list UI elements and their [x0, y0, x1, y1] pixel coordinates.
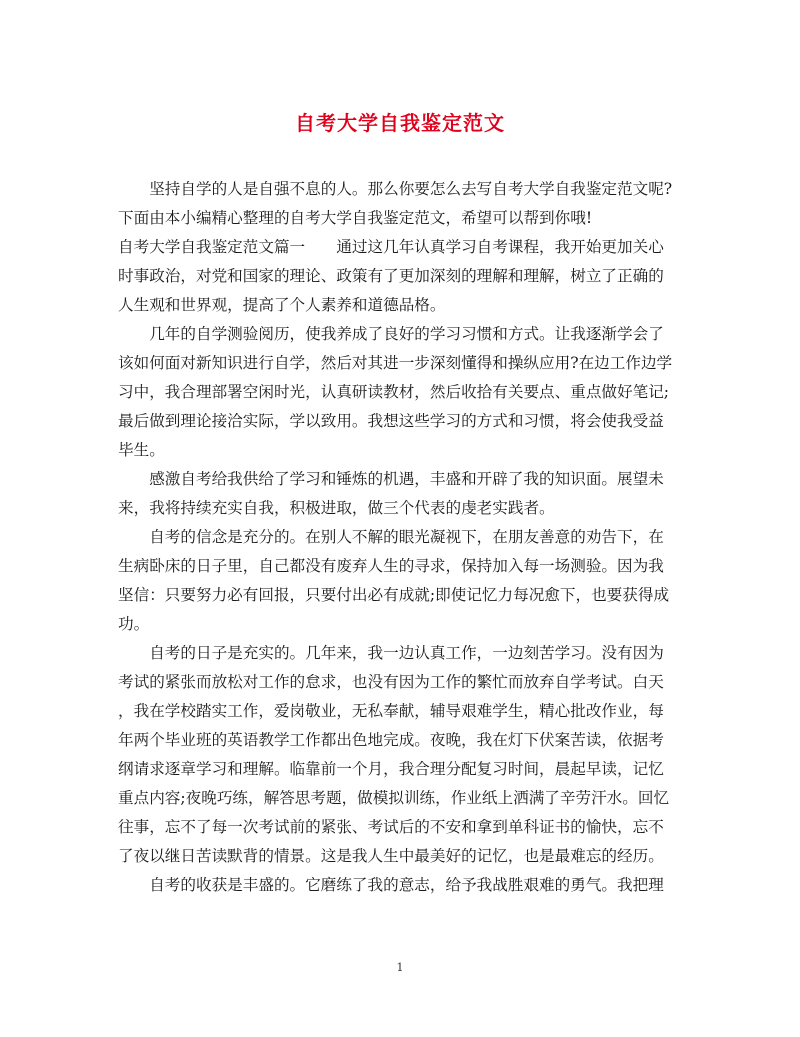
body-line: 自考的收获是丰盛的。它磨练了我的意志，给予我战胜艰难的勇气。我把理 — [118, 876, 664, 894]
body-line: 自考大学自我鉴定范文篇一 通过这几年认真学习自考课程，我开始更加关心 — [118, 238, 664, 256]
body-line: 感激自考给我供给了学习和锤炼的机遇，丰盛和开辟了我的知识面。展望未 — [118, 470, 664, 488]
body-line: 习中，我合理部署空闲时光，认真研读教材，然后收拾有关要点、重点做好笔记; — [118, 383, 670, 401]
body-line: 几年的自学测验阅历，使我养成了良好的学习习惯和方式。让我逐渐学会了 — [118, 325, 664, 343]
body-line: 人生观和世界观，提高了个人素养和道德品格。 — [118, 296, 446, 314]
body-line: 来，我将持续充实自我，积极进取，做三个代表的虔老实践者。 — [118, 499, 555, 517]
body-line: 纲请求逐章学习和理解。临靠前一个月，我合理分配复习时间，晨起早读，记忆 — [118, 760, 664, 778]
body-line: 自考的信念是充分的。在别人不解的眼光凝视下，在朋友善意的劝告下，在 — [118, 528, 664, 546]
body-line: 重点内容;夜晚巧练，解答思考题，做模拟训练，作业纸上洒满了辛劳汗水。回忆 — [118, 789, 670, 807]
body-line: 考试的紧张而放松对工作的怠求，也没有因为工作的繁忙而放弃自学考试。白天 — [118, 673, 664, 691]
body-line: ，我在学校踏实工作，爱岗敬业，无私奉献，辅导艰难学生，精心批改作业，每 — [118, 702, 664, 720]
body-line: 年两个毕业班的英语教学工作都出色地完成。夜晚，我在灯下伏案苦读，依据考 — [118, 731, 664, 749]
body-line: 最后做到理论接洽实际，学以致用。我想这些学习的方式和习惯，将会使我受益 — [118, 412, 664, 430]
body-line: 该如何面对新知识进行自学，然后对其进一步深刻懂得和操纵应用?在边工作边学 — [118, 354, 673, 372]
body-line: 了夜以继日苦读默背的情景。这是我人生中最美好的记忆，也是最难忘的经历。 — [118, 847, 664, 865]
page-number: 1 — [396, 961, 404, 974]
document-body — [118, 175, 684, 900]
body-line: 往事，忘不了每一次考试前的紧张、考试后的不安和拿到单科证书的愉快，忘不 — [118, 818, 664, 836]
body-line: 坚信：只要努力必有回报，只要付出必有成就;即使记忆力每况愈下，也要获得成 — [118, 586, 670, 604]
body-line: 自考的日子是充实的。几年来，我一边认真工作，一边刻苦学习。没有因为 — [118, 644, 664, 662]
body-line: 功。 — [118, 615, 150, 633]
body-line: 坚持自学的人是自强不息的人。那么你要怎么去写自考大学自我鉴定范文呢? — [118, 180, 673, 198]
body-line: 下面由本小编精心整理的自考大学自我鉴定范文，希望可以帮到你哦! — [118, 209, 593, 227]
body-line: 生病卧床的日子里，自己都没有废弃人生的寻求，保持加入每一场测验。因为我 — [118, 557, 664, 575]
body-line: 时事政治，对党和国家的理论、政策有了更加深刻的理解和理解，树立了正确的 — [118, 267, 664, 285]
body-line: 毕生。 — [118, 441, 165, 459]
document-title: 自考大学自我鉴定范文 — [295, 111, 505, 135]
